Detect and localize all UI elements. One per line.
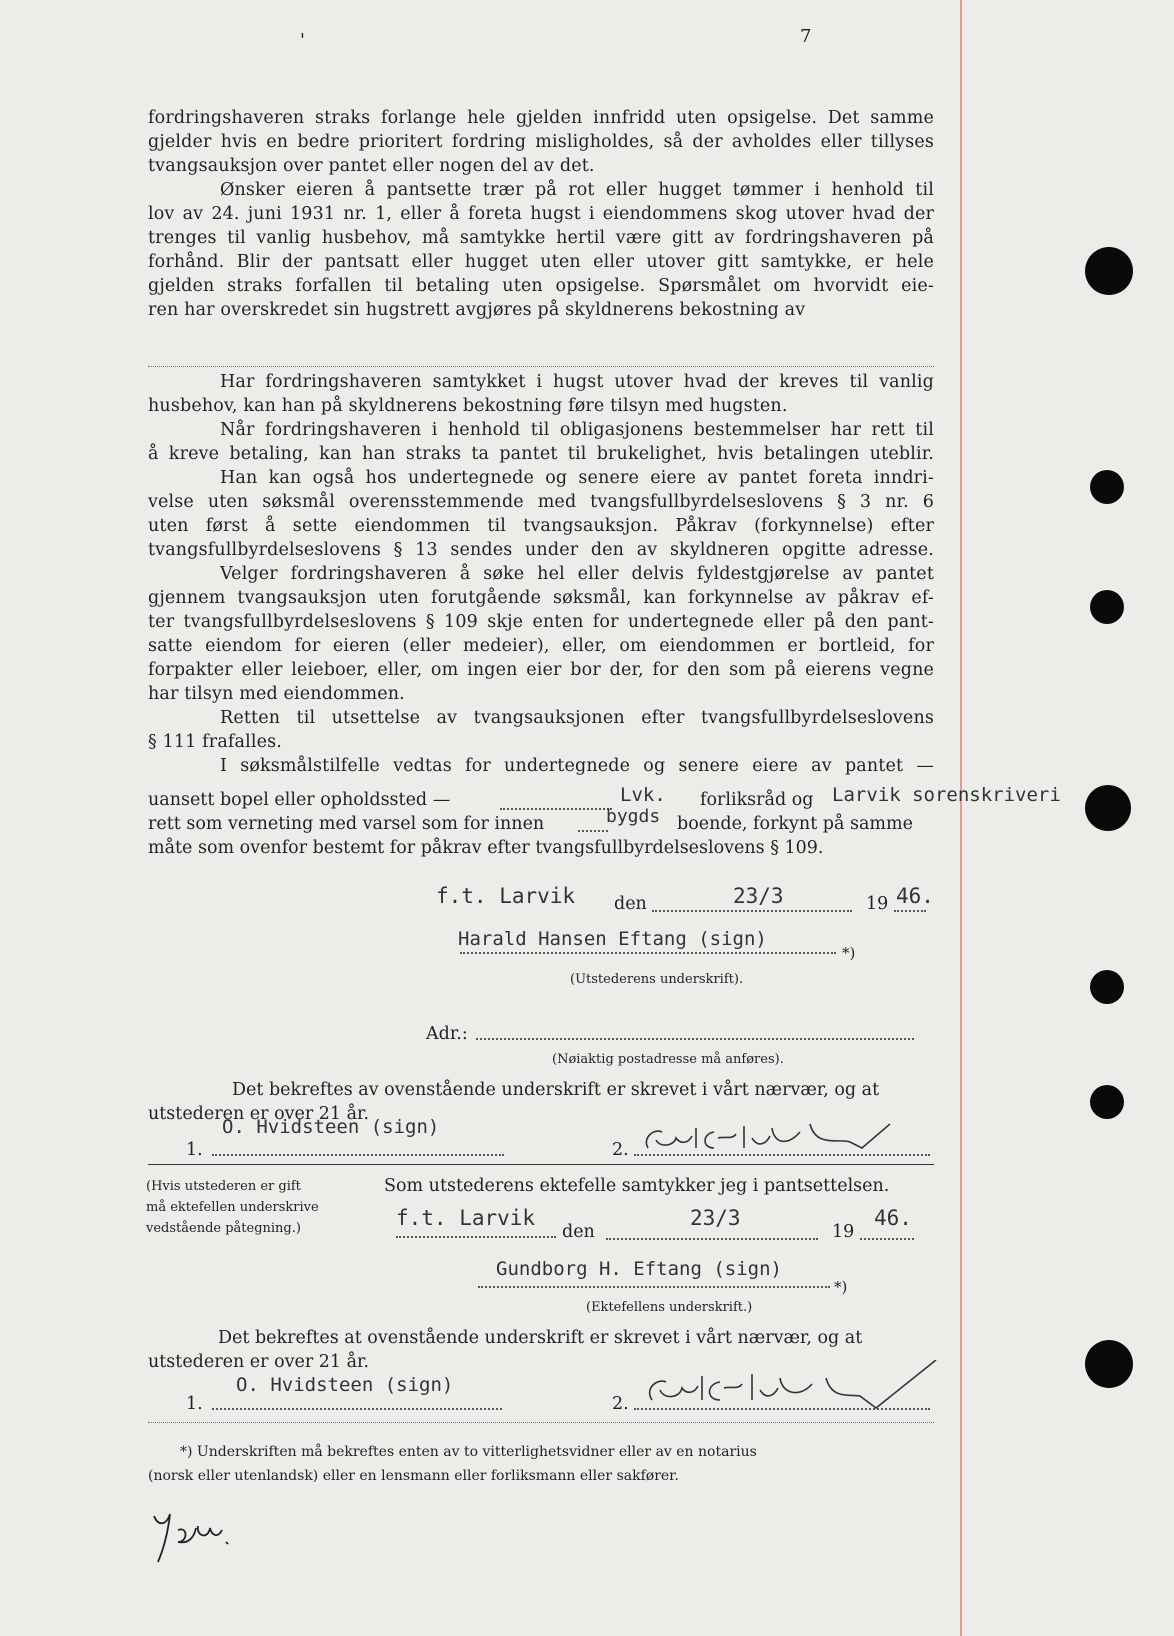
spouse-note: (Hvis utstederen er gift må ektefellen underskrive vedstående påtegning.): [146, 1179, 319, 1236]
typed-year-1: 46.: [896, 884, 934, 908]
punch-hole: [1085, 785, 1131, 831]
separator: [148, 1422, 934, 1423]
issuer-signature-caption: (Utstederens underskrift).: [570, 972, 744, 987]
document-page: ' 7 fordringshaveren straks forlange hele gjelden innfridd uten opsigelse. Det samme gjelder hvis en bedre prioritert fordring misligholdes, så der avholdes eller tillyses tvangsauksjon over pantet eller nogen del av det. Ønsker eieren å pantsette trær på rot eller hugget tømmer i henhold til lov av 24. juni 1931 nr. 1, eller å foreta hugst i eiendommens skog utover hvad der trenges til vanlig husbehov, må samtykke hertil være gitt av fordringshaveren på forhånd. Blir der pantsatt eller hugget uten eller utover gitt samtykke, er hele gjelden straks forfallen til betaling uten opsigelse. Spørsmålet om hvorvidt eie- ren har overskredet sin hugstrett avgjøres på skyldnerens bekostning av Har fordringshaveren samtykket i hugst utover hvad der kreves til vanlig husbehov, kan han på skyldnerens bekostning føre tilsyn med hugsten. Når fordringshaveren i henhold til obligasjonens bestemmelser har rett til å kreve betaling, kan han straks ta pantet til brukelighet, hvis betalingen uteblir. Han kan også hos undertegnede og senere eiere av pantet foreta inndri- velse uten søksmål overensstemmende med tvangsfullbyrdelseslovens § 3 nr. 6 uten først å sette eiendommen til tvangsauksjon. Påkrav (forkynnelse) efter tvangsfullbyrdelseslovens § 13 sendes under den av skyldneren opgitte adresse. Velger fordringshaveren å søke hel eller delvis fyldestgjørelse av pantet gjennem tvangsauksjon uten forutgående søksmål, kan forkynnelse av påkrav ef- ter tvangsfullbyrdelseslovens § 109 skje enten for undertegnede eller på den pant- satte eiendom for eieren (eller medeier), eller, om eiendommen er bortleid, for forpakter eller leieboer, eller, om ingen eier bor der, for den som på eierens vegne har tilsyn med eiendommen. Retten til utsettelse av tvangsauksjonen efter tvangsfullbyrdelseslovens § 111 frafalles. I søksmålstilfelle vedtas for undertegnede og senere eiere av pantet — uansett bopel eller opholdssted — Lvk. forliksråd og Larvik sorenskriveri rett som verneting med varsel som for innen bygds boende, forkynt på samme måte som ovenfor bestemt for påkrav efter tvangsfullbyrdelseslovens § 109. f.t. Larvik den 23/3 19 46. Harald Hansen Eftang (sign) *) (Utstederens underskrift). Adr.: (Nøiaktig postadresse må anføres). Det bekreftes av ovenstående underskrift er skrevet i vårt nærvær, og at utstederen er over 21 år. O. Hvidsteen (sign) 1. 2. (Hvis utstederen er gift må ektefellen underskrive vedstående påtegning.) Som utstederens ektefelle samtykker jeg i pantsettelsen. f.t. Larvik den 23/3 19 46. Gundborg H. Eftang (sign) *) (Ektefellens underskrift.) Det bekreftes at ovenstående underskrift er skrevet i vårt nærvær, og at utstederen er over 21 år. O. Hvidsteen (sign) 1. 2. *) Underskriften må bekreftes enten av to vitterlighetsvidner eller av en notarius (norsk eller utenlandsk) eller en lensmann eller forliksmann eller sakfører.: [0, 0, 1174, 1636]
typed-date-2: 23/3: [690, 1206, 741, 1230]
page-mark: ': [300, 30, 305, 51]
typed-forliksrad: Lvk.: [620, 784, 666, 806]
punch-hole: [1090, 590, 1124, 624]
typed-date-1: 23/3: [733, 884, 784, 908]
punch-hole: [1090, 970, 1124, 1004]
spouse-signature-caption: (Ektefellens underskrift.): [586, 1300, 753, 1315]
typed-bygds: bygds: [606, 806, 661, 827]
issuer-signature: Harald Hansen Eftang (sign): [458, 928, 767, 950]
handwritten-initials: [148, 1500, 238, 1570]
separator: [148, 366, 934, 367]
red-margin-line: [960, 0, 962, 1636]
address-field: [476, 1038, 914, 1040]
paragraph-top: fordringshaveren straks forlange hele gjelden innfridd uten opsigelse. Det samme gjelder hvis en bedre prioritert fordring misligholdes, så der avholdes eller tillyses tvangsauksjon over pantet eller nogen del av det. Ønsker eieren å pantsette trær på rot eller hugget tømmer i henhold til lov av 24. juni 1931 nr. 1, eller å foreta hugst i eiendommens skog utover hvad der trenges til vanlig husbehov, må samtykke hertil være gitt av fordringshaveren på forhånd. Blir der pantsatt eller hugget uten eller utover gitt samtykke, er hele gjelden straks forfallen til betaling uten opsigelse. Spørsmålet om hvorvidt eie- ren har overskredet sin hugstrett avgjøres på skyldnerens bekostning av: [148, 108, 934, 320]
typed-place-1: f.t. Larvik: [436, 884, 576, 908]
address-caption: (Nøiaktig postadresse må anføres).: [552, 1052, 784, 1067]
witness-3-signature: O. Hvidsteen (sign): [236, 1374, 454, 1396]
footnote: *) Underskriften må bekreftes enten av to vitterlighetsvidner eller av en notarius: [180, 1444, 757, 1460]
witness-4-handwritten-signature: [640, 1360, 960, 1420]
spouse-signature: Gundborg H. Eftang (sign): [496, 1258, 782, 1280]
typed-sorenskriveri: Larvik sorenskriveri: [832, 784, 1061, 806]
punch-hole: [1090, 1085, 1124, 1119]
punch-hole: [1085, 247, 1133, 295]
witness-1-signature: O. Hvidsteen (sign): [222, 1116, 440, 1138]
paragraph-middle: Har fordringshaveren samtykket i hugst utover hvad der kreves til vanlig husbehov, kan han på skyldnerens bekostning føre tilsyn med hugsten. Når fordringshaveren i henhold til obligasjonens bestemmelser har rett til å kreve betaling, kan han straks ta pantet til brukelighet, hvis betalingen uteblir. Han kan også hos undertegnede og senere eiere av pantet foreta inndri- velse uten søksmål overensstemmende med tvangsfullbyrdelseslovens § 3 nr. 6 uten først å sette eiendommen til tvangsauksjon. Påkrav (forkynnelse) efter tvangsfullbyrdelseslovens § 13 sendes under den av skyldneren opgitte adresse. Velger fordringshaveren å søke hel eller delvis fyldestgjørelse av pantet gjennem tvangsauksjon uten forutgående søksmål, kan forkynnelse av påkrav ef- ter tvangsfullbyrdelseslovens § 109 skje enten for undertegnede eller på den pant- satte eiendom for eieren (eller medeier), eller, om eiendommen er bortleid, for forpakter eller leieboer, eller, om ingen eier bor der, for den som på eierens vegne har tilsyn med eiendommen. Retten til utsettelse av tvangsauksjonen efter tvangsfullbyrdelseslovens § 111 frafalles. I søksmålstilfelle vedtas for undertegnede og senere eiere av pantet —: [148, 372, 934, 776]
punch-hole: [1085, 1340, 1133, 1388]
address-label: Adr.:: [426, 1024, 468, 1044]
witness-2-handwritten-signature: [640, 1118, 930, 1158]
punch-hole: [1090, 470, 1124, 504]
divider: [148, 1164, 934, 1165]
typed-place-2: f.t. Larvik: [396, 1206, 536, 1230]
page-number: 7: [800, 26, 812, 47]
typed-year-2: 46.: [874, 1206, 912, 1230]
